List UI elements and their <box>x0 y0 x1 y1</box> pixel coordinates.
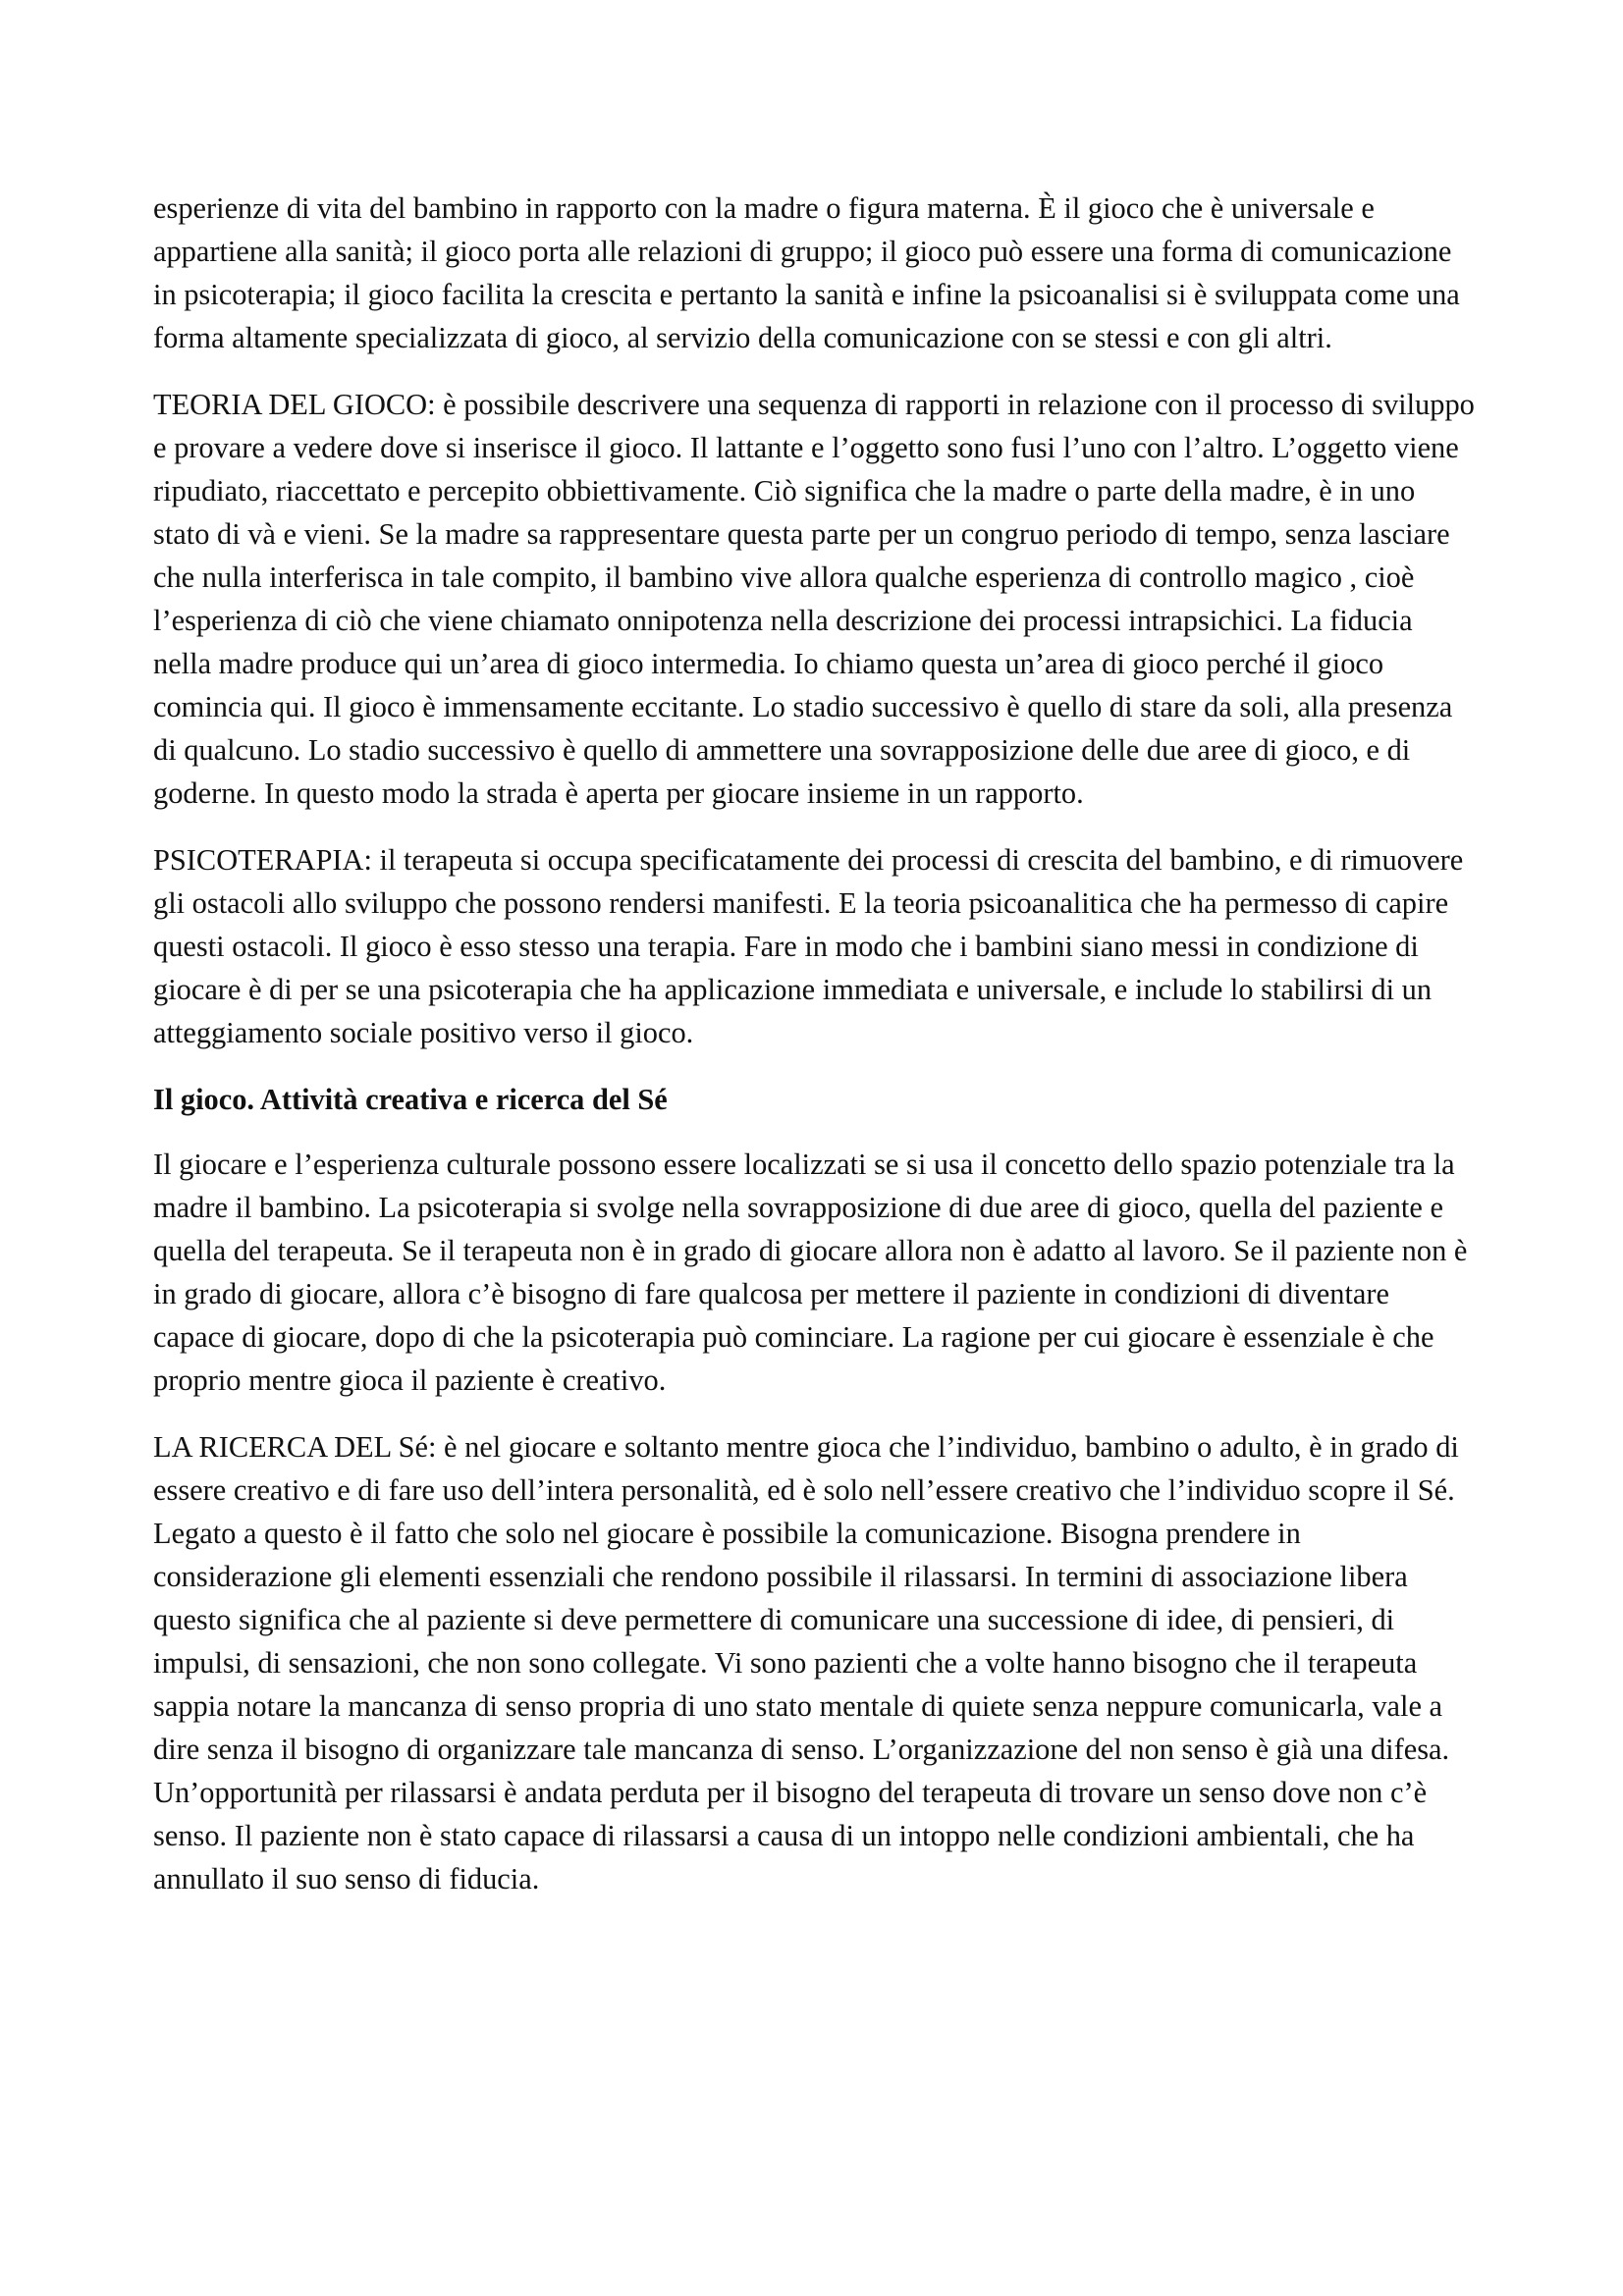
document-page <box>153 187 1477 1924</box>
paragraph-play-universal: esperienze di vita del bambino in rapporto con la madre o figura materna. È il gioco che è universale e appartiene alla sanità; il gioco porta alle relazioni di gruppo; il gioco può essere una forma di comunicazione in psicoterapia; il gioco facilita la crescita e pertanto la sanità e infine la psicoanalisi si è sviluppata come una forma altamente specializzata di gioco, al servizio della comunicazione con se stessi e con gli altri. <box>153 191 1460 354</box>
section-heading: Il gioco. Attività creativa e ricerca del Sé <box>153 1083 668 1116</box>
paragraph-psicoterapia: PSICOTERAPIA: il terapeuta si occupa specificatamente dei processi di crescita del bambino, e di rimuovere gli ostacoli allo sviluppo che possono rendersi manifesti. E la teoria psicoanalitica che ha permesso di capire questi ostacoli. Il gioco è esso stesso una terapia. Fare in modo che i bambini siano messi in condizione di giocare è di per se una psicoterapia che ha applicazione immediata e universale, e include lo stabilirsi di un atteggiamento sociale positivo verso il gioco. <box>153 843 1464 1049</box>
paragraph-giocare-esperienza: Il giocare e l’esperienza culturale possono essere localizzati se si usa il concetto dello spazio potenziale tra la madre il bambino. La psicoterapia si svolge nella sovrapposizione di due aree di gioco, quella del paziente e quella del terapeuta. Se il terapeuta non è in grado di giocare allora non è adatto al lavoro. Se il paziente non è in grado di giocare, allora c’è bisogno di fare qualcosa per mettere il paziente in condizioni di diventare capace di giocare, dopo di che la psicoterapia può cominciare. La ragione per cui giocare è essenziale è che proprio mentre gioca il paziente è creativo. <box>153 1148 1468 1397</box>
paragraph-ricerca-del-se: LA RICERCA DEL Sé: è nel giocare e soltanto mentre gioca che l’individuo, bambino o adulto, è in grado di essere creativo e di fare uso dell’intera personalità, ed è solo nell’essere creativo che l’individuo scopre il Sé. Legato a questo è il fatto che solo nel giocare è possibile la comunicazione. Bisogna prendere in considerazione gli elementi essenziali che rendono possibile il rilassarsi. In termini di associazione libera questo significa che al paziente si deve permettere di comunicare una successione di idee, di pensieri, di impulsi, di sensazioni, che non sono collegate. Vi sono pazienti che a volte hanno bisogno che il terapeuta sappia notare la mancanza di senso propria di uno stato mentale di quiete senza neppure comunicarla, vale a dire senza il bisogno di organizzare tale mancanza di senso. L’organizzazione del non senso è già una difesa. Un’opportunità per rilassarsi è andata perduta per il bisogno del terapeuta di trovare un senso dove non c’è senso. Il paziente non è stato capace di rilassarsi a causa di un intoppo nelle condizioni ambientali, che ha annullato il suo senso di fiducia. <box>153 1430 1459 1896</box>
paragraph-teoria-del-gioco: TEORIA DEL GIOCO: è possibile descrivere una sequenza di rapporti in relazione con il processo di sviluppo e provare a vedere dove si inserisce il gioco. Il lattante e l’oggetto sono fusi l’uno con l’altro. L’oggetto viene ripudiato, riaccettato e percepito obbiettivamente. Ciò significa che la madre o parte della madre, è in uno stato di và e vieni. Se la madre sa rappresentare questa parte per un congruo periodo di tempo, senza lasciare che nulla interferisca in tale compito, il bambino vive allora qualche esperienza di controllo magico , cioè l’esperienza di ciò che viene chiamato onnipotenza nella descrizione dei processi intrapsichici. La fiducia nella madre produce qui un’area di gioco intermedia. Io chiamo questa un’area di gioco perché il gioco comincia qui. Il gioco è immensamente eccitante. Lo stadio successivo è quello di stare da soli, alla presenza di qualcuno. Lo stadio successivo è quello di ammettere una sovrapposizione delle due aree di gioco, e di goderne. In questo modo la strada è aperta per giocare insieme in un rapporto. <box>153 388 1475 810</box>
